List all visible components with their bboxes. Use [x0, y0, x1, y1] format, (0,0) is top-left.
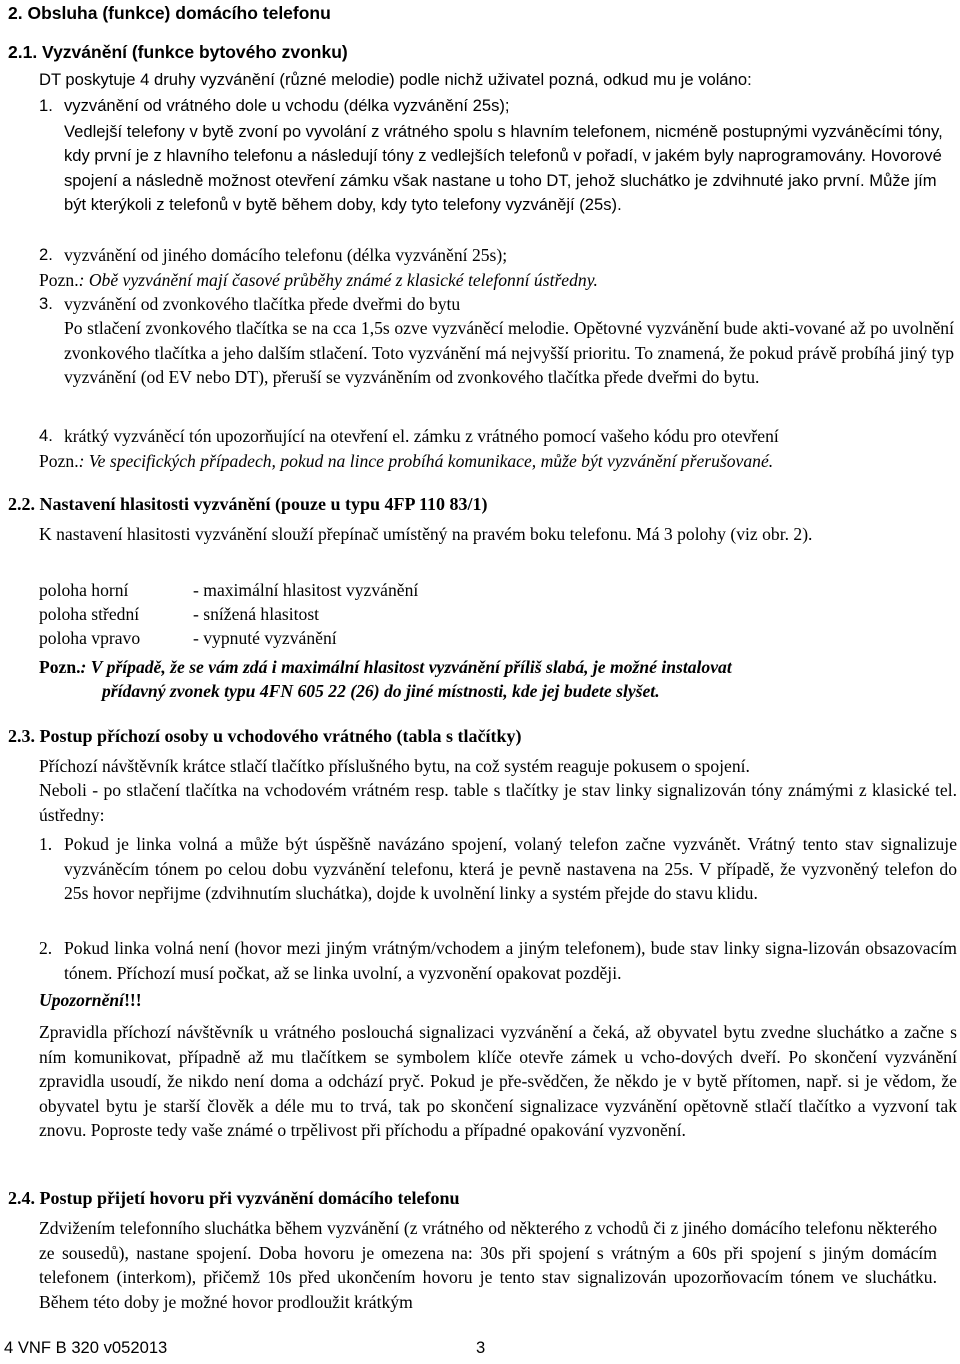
ringing-item-text-1c: Může jím být kterýkoli z telefonů v bytě během doby, kdy tyto telefony vyzvánějí (25s). — [64, 170, 937, 215]
visitor-item-text-1: Pokud je linka volná a může být úspěšně navázáno spojení, volaný telefon začne vyzvánět. Vrátný tento stav signalizuje vyzváněcím tónem po celou dobu vyzvánění telefonu, která je pevně nastavena na 25s. V případě, že vyzvoněný telefon do 25s hovor nepřijme (zdvihnutím sluchátka), dojde k uvolnění linky a systém přejde do stavu klidu. — [64, 834, 957, 903]
note-ringing-patterns — [39, 268, 939, 293]
ringing-item-text-1 — [64, 120, 957, 218]
ringing-item-heading-1: vyzvánění od vrátného dole u vchodu (délka vyzvánění 25s); — [64, 96, 510, 115]
ringing-item-heading-3: vyzvánění od zvonkového tlačítka přede dveřmi do bytu — [64, 294, 461, 314]
note-text-line1: : V případě, že se vám zdá i maximální hlasitost vyzvánění příliš slabá, je možné instalovat — [80, 657, 732, 677]
page-title: 2. Obsluha (funkce) domácího telefonu — [8, 3, 331, 23]
ringing-item-number-1: 1. — [39, 96, 53, 115]
position-label: poloha horní — [39, 580, 129, 600]
answer-call-text: Zdvižením telefonního sluchátka během vyzvánění (z vrátného od některého z vchodů či z jiného domácího telefonu některého ze sousedů), nastane spojení. Doba hovoru je omezena na: 30s při spojení s vrátným a 60s při spojení s jiným domácím telefonem (interkom), přičemž 10s před ukončením hovoru je tento stav signalizován upozorňovacím tónem ve sluchátku. Během této doby je možné hovor prodloužit krátkým — [39, 1218, 937, 1312]
visitor-para-1: Příchozí návštěvník krátce stlačí tlačítko příslušného bytu, na což systém reaguje pokusem o spojení. — [39, 756, 750, 776]
position-description: - snížená hlasitost — [193, 604, 320, 624]
note-label: Pozn. — [39, 451, 79, 471]
warning-text: Zpravidla příchozí návštěvník u vrátného poslouchá signalizaci vyzvánění a čeká, až obyvatel bytu zvedne sluchátko a začne s ním komunikovat, případně až mu tlačítkem se symbolem klíče otevře zámek u vcho-dových dveří. Po skončení vyzvánění zpravidla usoudí, že nikdo není doma a odchází pryč. Pokud je pře-svědčen, že někdo je v bytě přítomen, např. si je vědom, že obyvatel bytu je starší člověk a déle mu to trvá, tak po skončení signalizace vyzvánění opětovně stlačí tlačítko a vyzvoní tak znovu. Poproste tedy vaše známé o trpělivost při příchodu a případné opakování vyzvonění. — [39, 1022, 957, 1140]
visitor-para-2: Neboli - po stlačení tlačítka na vchodovém vrátném resp. table s tlačítky je stav linky signalizován tóny známými z klasické tel. ústředny: — [39, 780, 957, 825]
section-heading-2-3: 2.3. Postup příchozí osoby u vchodového vrátného (tabla s tlačítky) — [8, 726, 522, 746]
ringing-item-number-2: 2. — [39, 245, 53, 264]
ringing-item-text-1b: Hovorové spojení a následně možnost otevření zámku však nastane u toho DT, jehož sluchátko je zdvihnuté jako první. — [64, 146, 942, 190]
footer-page-number: 3 — [476, 1338, 486, 1357]
ringing-item-number-3: 3. — [39, 294, 53, 313]
position-label: poloha vpravo — [39, 628, 141, 648]
note-interrupted-ringing — [39, 449, 949, 474]
section-heading-2-1: 2.1. Vyzvánění (funkce bytového zvonku) — [8, 42, 348, 62]
footer-document-id: 4 VNF B 320 v052013 — [4, 1338, 168, 1357]
ringing-item-heading-4: krátký vyzváněcí tón upozorňující na otevření el. zámku z vrátného pomocí vašeho kódu pro otevření — [64, 426, 779, 446]
ringing-item-number-4: 4. — [39, 426, 53, 445]
visitor-item-number-1: 1. — [39, 834, 53, 854]
volume-intro: K nastavení hlasitosti vyzvánění slouží přepínač umístěný na pravém boku telefonu. Má 3 polohy (viz obr. 2). — [39, 524, 813, 544]
position-label: poloha střední — [39, 604, 140, 624]
section-heading-2-2: 2.2. Nastavení hlasitosti vyzvánění (pouze u typu 4FP 110 83/1) — [8, 494, 488, 514]
note-text-line2: přídavný zvonek typu 4FN 605 22 (26) do jiné místnosti, kde jej budete slyšet. — [102, 681, 660, 701]
note-label: Pozn. — [39, 657, 81, 677]
ringing-item-heading-2: vyzvánění od jiného domácího telefonu (délka vyzvánění 25s); — [64, 245, 508, 265]
visitor-item-text-2: Pokud linka volná není (hovor mezi jiným vrátným/vchodem a jiným telefonem), bude stav linky signa-lizován obsazovacím tónem. Příchozí musí počkat, až se linka uvolní, a vyzvonění opakovat později. — [64, 938, 957, 983]
note-label: Pozn. — [39, 270, 79, 290]
position-description: - vypnuté vyzvánění — [193, 628, 337, 648]
note-text: : Ve specifických případech, pokud na lince probíhá komunikace, může být vyzvánění přerušované. — [78, 451, 774, 471]
note-extra-bell — [39, 655, 949, 680]
ringing-intro: DT poskytuje 4 druhy vyzvánění (různé melodie) podle nichž uživatel pozná, odkud mu je voláno: — [39, 70, 752, 89]
warning-label: Upozornění — [39, 990, 125, 1010]
warning-heading — [39, 988, 142, 1013]
ringing-item-text-3: Po stlačení zvonkového tlačítka se na cca 1,5s ozve vyzváněcí melodie. Opětovné vyzvánění bude akti-vované až po uvolnění zvonkového tlačítka a jeho dalším stlačení. Toto vyzvánění má nejvyšší prioritu. To znamená, že pokud právě probíhá jiný typ vyzvánění (od EV nebo DT), přeruší se vyzváněním od zvonkového tlačítka přede dveřmi do bytu. — [64, 318, 954, 387]
visitor-item-number-2: 2. — [39, 938, 53, 958]
ringing-item-text-1a: Vedlejší telefony v bytě zvoní po vyvolání z vrátného spolu s hlavním telefonem, nicméně postupnými vyzváněcími tóny, kdy první je z hlavního telefonu a následují tóny z vedlejších telefonů v pořadí, v jakém byly naprogramovány. — [64, 122, 943, 166]
warning-marks: !!! — [124, 990, 142, 1010]
position-description: - maximální hlasitost vyzvánění — [193, 580, 419, 600]
note-text: : Obě vyzvánění mají časové průběhy známé z klasické telefonní ústředny. — [78, 270, 598, 290]
section-heading-2-4: 2.4. Postup přijetí hovoru při vyzvánění domácího telefonu — [8, 1188, 460, 1208]
